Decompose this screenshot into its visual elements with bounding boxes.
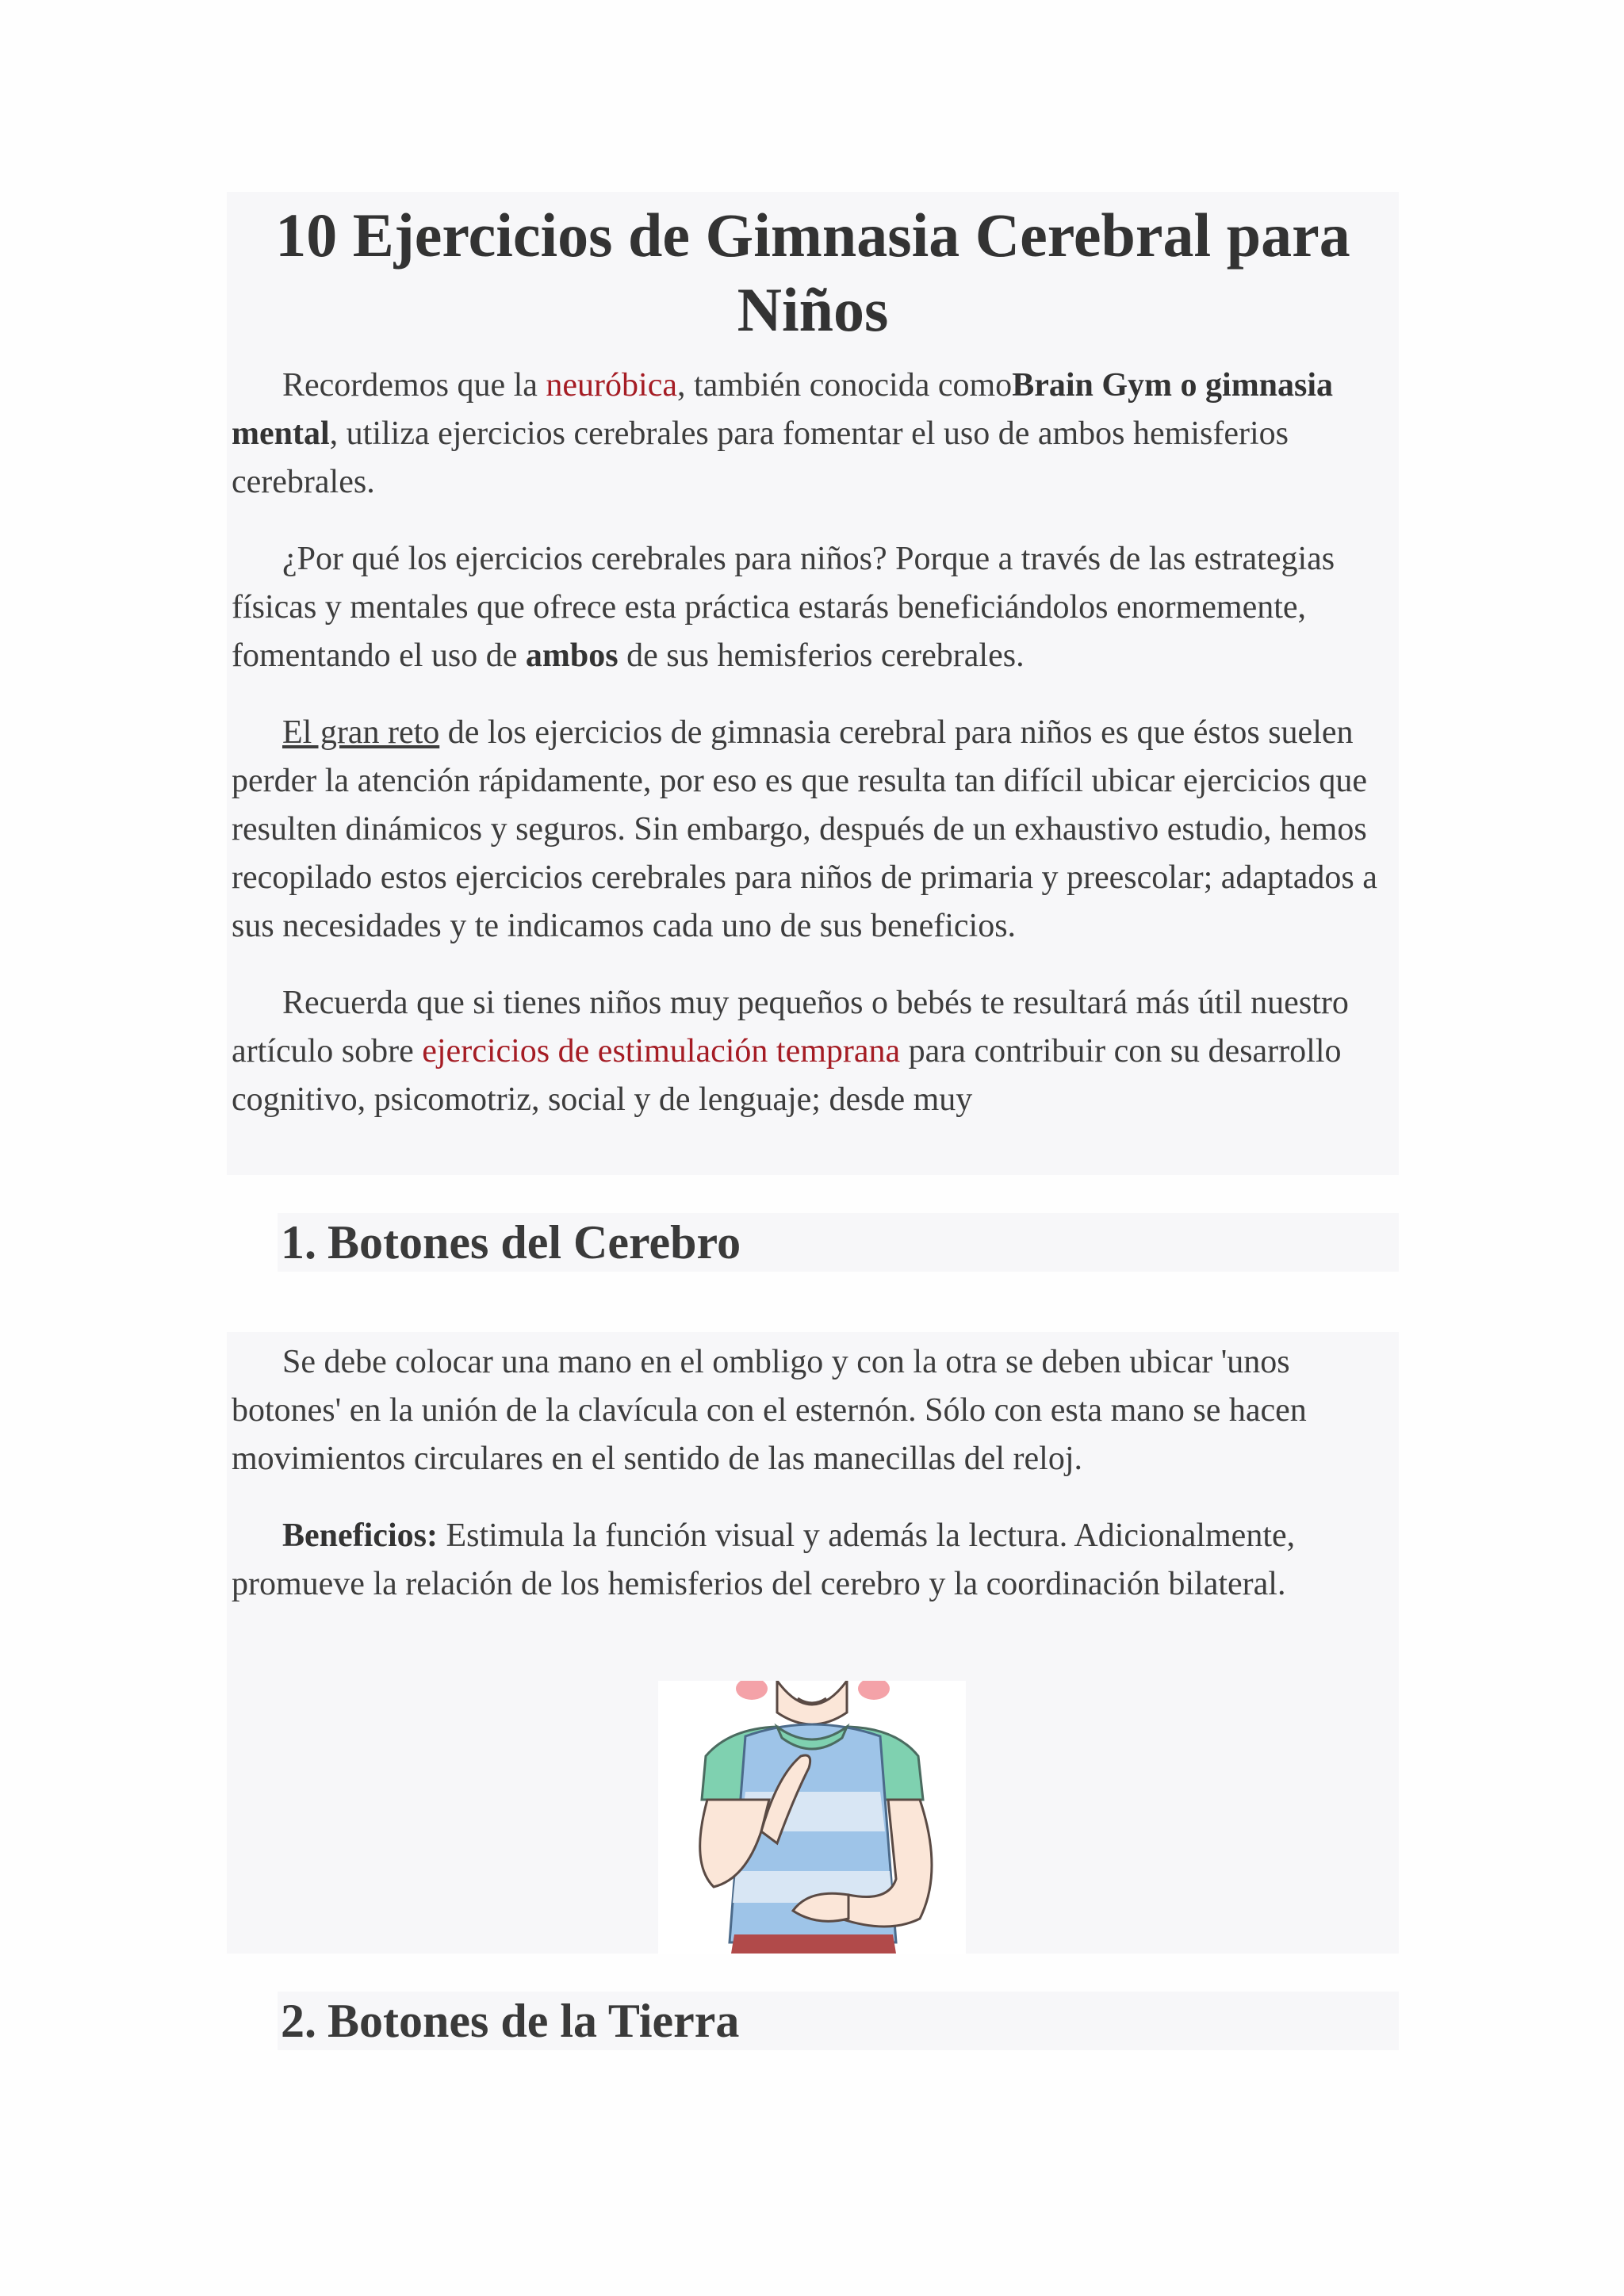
- child-illustration: [658, 1681, 966, 1954]
- intro-paragraph-2: [227, 535, 1399, 680]
- page-title: 10 Ejercicios de Gimnasia Cerebral para Niños: [275, 201, 1350, 344]
- text-run: para contribuir con su desarrollo cognitivo, psicomotriz, social y de lenguaje; desde muy: [232, 1033, 1342, 1118]
- text-run: ¿Por qué los ejercicios cerebrales para niños? Porque a través de las estrategias físicas y mentales que ofrece esta práctica estarás beneficiándolos enormemente, fomentando el uso de: [232, 541, 1335, 674]
- text-run: Recordemos que la: [282, 367, 546, 404]
- intro-paragraph-1: [227, 362, 1399, 507]
- bold-ambos: ambos: [525, 637, 619, 674]
- text-run: de los ejercicios de gimnasia cerebral para niños es que éstos suelen perder la atención rápidamente, por eso es que resulta tan difícil ubicar ejercicios que resulten dinámicos y seguros. Sin embargo, después de un exhaustivo estudio, hemos recopilado estos ejercicios cerebrales para niños de primaria y preescolar; adaptados a sus necesidades y te indicamos cada uno de sus beneficios.: [232, 714, 1377, 944]
- text-run: Estimula la función visual y además la lectura. Adicionalmente, promueve la relación de los hemisferios del cerebro y la coordinación bilateral.: [232, 1517, 1296, 1602]
- section-1-heading: [278, 1213, 1399, 1272]
- benefits-label: Beneficios:: [282, 1517, 438, 1554]
- text-run: de sus hemisferios cerebrales.: [618, 637, 1025, 674]
- link-neurobica[interactable]: neuróbica: [546, 367, 677, 404]
- section-number: 1.: [281, 1216, 316, 1269]
- section-2-heading-block: [278, 1992, 1399, 2050]
- intro-paragraph-3: [227, 709, 1399, 951]
- section-2-heading: [278, 1992, 1399, 2050]
- section-1-paragraph-2: [227, 1512, 1399, 1609]
- text-run: Recuerda que si tienes niños muy pequeños o bebés te resultará más útil nuestro artículo sobre: [232, 985, 1349, 1070]
- text-run: , también conocida como: [676, 367, 1013, 404]
- link-el-gran-reto[interactable]: El gran reto: [282, 714, 440, 751]
- section-1-paragraph-1: Se debe colocar una mano en el ombligo y con la otra se deben ubicar 'unos botones' en la unión de la clavícula con el esternón. Sólo con esta mano se hacen movimientos circulares en el sentido de las manecillas del reloj.: [232, 1344, 1307, 1477]
- link-estimulacion-temprana[interactable]: ejercicios de estimulación temprana: [422, 1033, 901, 1070]
- section-title: Botones del Cerebro: [327, 1216, 741, 1269]
- section-title: Botones de la Tierra: [327, 1995, 740, 2047]
- intro-block: [227, 192, 1399, 1175]
- text-run: , utiliza ejercicios cerebrales para fomentar el uso de ambos hemisferios cerebrales.: [232, 415, 1289, 500]
- section-1-heading-block: [278, 1213, 1399, 1272]
- intro-paragraph-4: [227, 979, 1399, 1124]
- bold-brain-gym: Brain Gym o gimnasia mental: [232, 367, 1334, 452]
- child-pressing-brain-buttons-illustration: [658, 1681, 966, 1954]
- section-number: 2.: [281, 1995, 316, 2047]
